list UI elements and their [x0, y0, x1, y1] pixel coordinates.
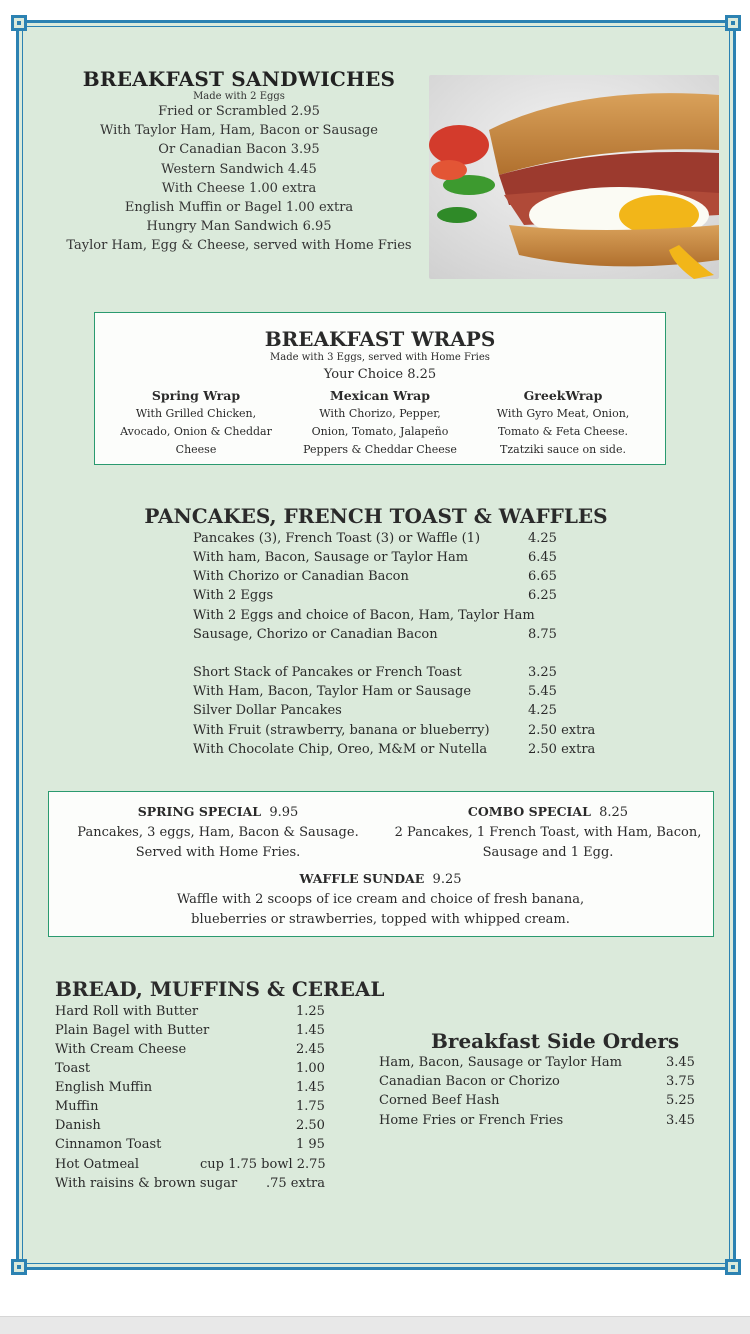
wrap-desc: With Grilled Chicken,	[135, 407, 257, 420]
menu-page	[16, 20, 736, 1270]
item-price: 5.25	[666, 1093, 695, 1108]
section-title: PANCAKES, FRENCH TOAST & WAFFLES	[144, 504, 608, 528]
menu-line: Taylor Ham, Egg & Cheese, served with Home Fries	[66, 238, 412, 254]
item-price: 2.45	[296, 1042, 325, 1057]
item-name: Pancakes (3), French Toast (3) or Waffle (1)	[193, 531, 481, 546]
special-name: WAFFLE SUNDAE	[299, 871, 425, 886]
menu-row	[193, 548, 613, 567]
item-name: Plain Bagel with Butter	[55, 1023, 210, 1038]
wrap-name: Spring Wrap	[151, 388, 241, 403]
item-price: 2.50	[296, 1118, 325, 1133]
special-desc: Served with Home Fries.	[135, 845, 301, 860]
section-title: BREAKFAST SANDWICHES	[82, 67, 396, 91]
special-desc: Waffle with 2 scoops of ice cream and choice of fresh banana,	[176, 892, 585, 907]
item-name: Hard Roll with Butter	[55, 1004, 199, 1019]
item-name: Canadian Bacon or Chorizo	[379, 1074, 560, 1089]
item-price: 8.75	[528, 627, 557, 642]
item-name: English Muffin	[55, 1080, 153, 1095]
breakfast-wraps-box	[94, 312, 666, 465]
corner-ornament	[11, 15, 27, 31]
item-name: With Cream Cheese	[55, 1042, 187, 1057]
menu-row	[55, 1059, 355, 1078]
item-price: 1 95	[296, 1137, 325, 1152]
item-price: 3.45	[666, 1113, 695, 1128]
special-name: SPRING SPECIAL	[137, 804, 262, 819]
wrap-desc: Peppers & Cheddar Cheese	[303, 443, 457, 456]
section-subtitle: Made with 2 Eggs	[193, 91, 285, 102]
item-price: 5.45	[528, 684, 557, 699]
special-desc: blueberries or strawberries, topped with whipped cream.	[191, 912, 570, 927]
special-desc: Sausage and 1 Egg.	[482, 845, 614, 860]
menu-row	[55, 1097, 355, 1116]
special-price: 9.25	[432, 872, 462, 887]
combo-special	[383, 802, 713, 863]
item-name: With Ham, Bacon, Taylor Ham or Sausage	[193, 684, 472, 699]
wrap-desc: Onion, Tomato, Jalapeño	[311, 425, 449, 438]
menu-row	[379, 1072, 719, 1091]
menu-row	[55, 1155, 355, 1174]
menu-row	[193, 529, 613, 548]
item-price: 2.50 extra	[528, 723, 596, 738]
menu-row	[55, 1078, 355, 1097]
menu-line: Hungry Man Sandwich 6.95	[146, 219, 332, 235]
menu-line: English Muffin or Bagel 1.00 extra	[124, 200, 354, 216]
item-name: Cinnamon Toast	[55, 1137, 162, 1152]
item-price: 6.25	[528, 588, 557, 603]
spring-wrap	[101, 387, 291, 459]
menu-row	[379, 1111, 719, 1130]
menu-row	[55, 1040, 355, 1059]
wrap-desc: With Chorizo, Pepper,	[319, 407, 441, 420]
menu-row	[379, 1091, 719, 1110]
corner-ornament	[725, 1259, 741, 1275]
item-name: Danish	[55, 1118, 101, 1133]
menu-row	[193, 682, 613, 701]
item-price: 4.25	[528, 703, 557, 718]
item-price: 3.45	[666, 1055, 695, 1070]
menu-row	[379, 1053, 719, 1072]
item-price: .75 extra	[266, 1176, 326, 1191]
bottom-bar	[0, 1316, 750, 1334]
greek-wrap	[468, 387, 658, 459]
menu-line: Western Sandwich 4.45	[161, 161, 317, 177]
item-name: Toast	[55, 1061, 91, 1076]
menu-row	[55, 1135, 355, 1154]
corner-ornament	[11, 1259, 27, 1275]
menu-row	[193, 663, 613, 682]
specials-box	[48, 791, 714, 937]
item-price: 6.65	[528, 569, 557, 584]
menu-row	[193, 586, 613, 605]
wrap-desc: Cheese	[175, 443, 217, 456]
item-name: Sausage, Chorizo or Canadian Bacon	[193, 627, 438, 642]
menu-row	[55, 1002, 355, 1021]
special-price: 9.95	[269, 805, 299, 820]
item-name: With Chorizo or Canadian Bacon	[193, 569, 409, 584]
section-title: BREAD, MUFFINS & CEREAL	[55, 977, 385, 1001]
menu-line: Fried or Scrambled 2.95	[158, 104, 320, 119]
item-price: 1.45	[296, 1023, 325, 1038]
menu-row	[193, 740, 613, 759]
special-desc: 2 Pancakes, 1 French Toast, with Ham, Bacon,	[394, 825, 702, 840]
item-name: Silver Dollar Pancakes	[193, 703, 342, 718]
menu-line: With Taylor Ham, Ham, Bacon or Sausage	[99, 123, 379, 139]
menu-row	[193, 701, 613, 720]
item-name: With raisins & brown sugar	[55, 1176, 238, 1191]
section-subtitle: Made with 3 Eggs, served with Home Fries	[270, 352, 490, 363]
item-name: With ham, Bacon, Sausage or Taylor Ham	[193, 550, 469, 565]
special-price: 8.25	[599, 805, 629, 820]
item-name: Ham, Bacon, Sausage or Taylor Ham	[379, 1055, 623, 1070]
item-name: With Chocolate Chip, Oreo, M&M or Nutella	[193, 742, 488, 757]
menu-row	[193, 567, 613, 586]
mexican-wrap	[285, 387, 475, 459]
special-name: COMBO SPECIAL	[467, 804, 591, 819]
item-price: 3.75	[666, 1074, 695, 1089]
section-title: Breakfast Side Orders	[431, 1029, 680, 1053]
menu-row	[55, 1021, 355, 1040]
item-price: 3.25	[528, 665, 557, 680]
item-name: Muffin	[55, 1099, 99, 1114]
menu-row	[55, 1116, 355, 1135]
item-price: 1.75	[296, 1099, 325, 1114]
item-name: With 2 Eggs and choice of Bacon, Ham, Taylor Ham	[193, 608, 535, 623]
wrap-desc: Avocado, Onion & Cheddar	[120, 425, 272, 438]
menu-row	[193, 625, 613, 644]
sandwich-photo	[429, 75, 719, 279]
item-price: 6.45	[528, 550, 557, 565]
item-name: Hot Oatmeal	[55, 1157, 140, 1172]
wrap-desc: Tzatziki sauce on side.	[500, 443, 626, 456]
item-name: Short Stack of Pancakes or French Toast	[193, 665, 462, 680]
corner-ornament	[725, 15, 741, 31]
item-price: 4.25	[528, 531, 557, 546]
section-title: BREAKFAST WRAPS	[264, 327, 496, 351]
wraps-price: Your Choice 8.25	[323, 367, 437, 382]
breakfast-sandwiches-section	[49, 67, 429, 256]
item-price: 1.25	[296, 1004, 325, 1019]
menu-row	[55, 1174, 355, 1193]
wrap-name: GreekWrap	[523, 388, 603, 403]
menu-line: Or Canadian Bacon 3.95	[158, 142, 320, 158]
item-price: cup 1.75 bowl 2.75	[200, 1157, 326, 1172]
item-name: Home Fries or French Fries	[379, 1113, 564, 1128]
spring-special	[53, 802, 383, 863]
menu-line: With Cheese 1.00 extra	[161, 180, 317, 196]
special-desc: Pancakes, 3 eggs, Ham, Bacon & Sausage.	[77, 825, 359, 840]
item-price: 1.00	[296, 1061, 325, 1076]
item-name: With 2 Eggs	[193, 588, 274, 603]
item-price: 1.45	[296, 1080, 325, 1095]
wrap-desc: Tomato & Feta Cheese.	[497, 425, 629, 438]
wrap-desc: With Gyro Meat, Onion,	[496, 407, 630, 420]
item-price: 2.50 extra	[528, 742, 596, 757]
waffle-sundae	[49, 869, 712, 930]
wrap-name: Mexican Wrap	[329, 388, 431, 403]
menu-row	[193, 721, 613, 740]
menu-row	[193, 606, 613, 625]
item-name: With Fruit (strawberry, banana or blueberry)	[193, 723, 490, 738]
item-name: Corned Beef Hash	[379, 1093, 500, 1108]
